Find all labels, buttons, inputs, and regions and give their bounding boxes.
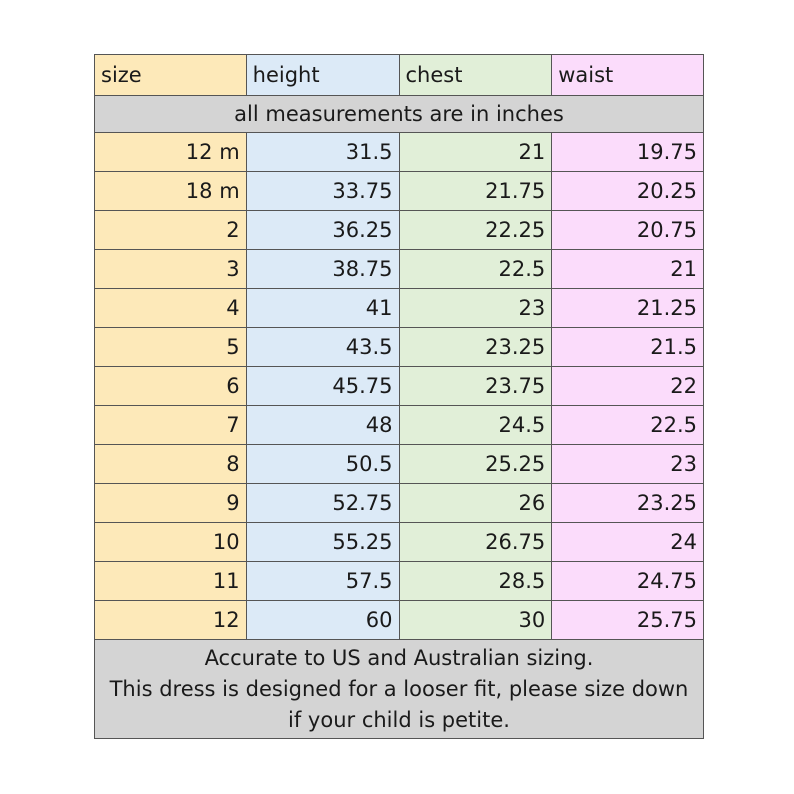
- height-cell: 38.75: [246, 250, 399, 289]
- footer-line: This dress is designed for a looser fit, please size down: [109, 677, 689, 701]
- waist-cell: 21.5: [552, 328, 704, 367]
- header-chest: chest: [399, 55, 552, 96]
- waist-cell: 20.75: [552, 211, 704, 250]
- waist-cell: 22: [552, 367, 704, 406]
- header-size: size: [95, 55, 247, 96]
- header-waist: waist: [552, 55, 704, 96]
- chest-cell: 26: [399, 484, 552, 523]
- size-cell: 4: [95, 289, 247, 328]
- size-cell: 5: [95, 328, 247, 367]
- table-row: [95, 172, 704, 211]
- chest-cell: 24.5: [399, 406, 552, 445]
- size-cell: 12 m: [95, 133, 247, 172]
- waist-cell: 23.25: [552, 484, 704, 523]
- table-row: [95, 562, 704, 601]
- waist-cell: 24: [552, 523, 704, 562]
- height-cell: 31.5: [246, 133, 399, 172]
- chest-cell: 28.5: [399, 562, 552, 601]
- size-cell: 9: [95, 484, 247, 523]
- size-cell: 8: [95, 445, 247, 484]
- table-row: [95, 406, 704, 445]
- chest-cell: 23.25: [399, 328, 552, 367]
- units-note-row: [95, 96, 704, 133]
- chest-cell: 23.75: [399, 367, 552, 406]
- height-cell: 43.5: [246, 328, 399, 367]
- table-row: [95, 445, 704, 484]
- size-cell: 7: [95, 406, 247, 445]
- waist-cell: 19.75: [552, 133, 704, 172]
- table-row: [95, 211, 704, 250]
- chest-cell: 21.75: [399, 172, 552, 211]
- waist-cell: 22.5: [552, 406, 704, 445]
- waist-cell: 25.75: [552, 601, 704, 640]
- height-cell: 52.75: [246, 484, 399, 523]
- height-cell: 57.5: [246, 562, 399, 601]
- footer-row: [95, 640, 704, 739]
- height-cell: 45.75: [246, 367, 399, 406]
- table-row: [95, 484, 704, 523]
- size-cell: 10: [95, 523, 247, 562]
- footer-note: [95, 640, 704, 739]
- table-row: [95, 601, 704, 640]
- waist-cell: 21.25: [552, 289, 704, 328]
- waist-cell: 20.25: [552, 172, 704, 211]
- height-cell: 36.25: [246, 211, 399, 250]
- footer-line: Accurate to US and Australian sizing.: [204, 646, 594, 670]
- height-cell: 33.75: [246, 172, 399, 211]
- chest-cell: 21: [399, 133, 552, 172]
- height-cell: 55.25: [246, 523, 399, 562]
- table-row: [95, 367, 704, 406]
- size-cell: 12: [95, 601, 247, 640]
- height-cell: 41: [246, 289, 399, 328]
- chest-cell: 23: [399, 289, 552, 328]
- size-cell: 3: [95, 250, 247, 289]
- size-cell: 18 m: [95, 172, 247, 211]
- waist-cell: 21: [552, 250, 704, 289]
- units-note: all measurements are in inches: [95, 96, 704, 133]
- size-chart-table: [94, 54, 704, 739]
- waist-cell: 23: [552, 445, 704, 484]
- table-row: [95, 523, 704, 562]
- table-row: [95, 133, 704, 172]
- size-cell: 6: [95, 367, 247, 406]
- height-cell: 48: [246, 406, 399, 445]
- height-cell: 60: [246, 601, 399, 640]
- table-row: [95, 328, 704, 367]
- chest-cell: 30: [399, 601, 552, 640]
- size-cell: 11: [95, 562, 247, 601]
- chest-cell: 22.25: [399, 211, 552, 250]
- chest-cell: 25.25: [399, 445, 552, 484]
- waist-cell: 24.75: [552, 562, 704, 601]
- height-cell: 50.5: [246, 445, 399, 484]
- header-row: [95, 55, 704, 96]
- chest-cell: 26.75: [399, 523, 552, 562]
- size-cell: 2: [95, 211, 247, 250]
- table-row: [95, 250, 704, 289]
- chest-cell: 22.5: [399, 250, 552, 289]
- size-chart-body: [95, 55, 704, 739]
- header-height: height: [246, 55, 399, 96]
- footer-line: if your child is petite.: [288, 708, 510, 732]
- table-row: [95, 289, 704, 328]
